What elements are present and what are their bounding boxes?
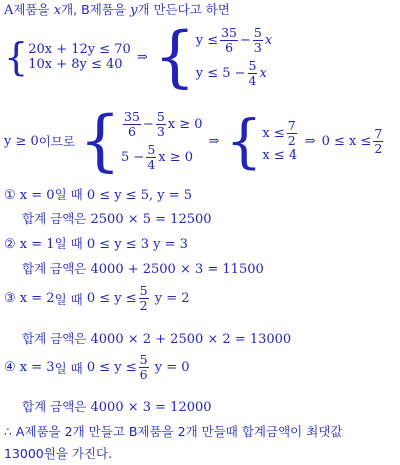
case-3-total (22, 330, 291, 349)
conclusion-line-1: ∴ A제품을 2개 만들고 B제품을 2개 만들때 합계금액이 최댓값 (4, 424, 343, 439)
system-1 (4, 18, 273, 95)
intro-var-y: y (130, 3, 138, 18)
c2-tail: x ≥ 0 (158, 150, 194, 165)
fraction-5-6: $\frac{5}{6}$ (139, 352, 148, 382)
case-3-cond-left: 0 ≤ y ≤ (86, 291, 137, 306)
inequality-1: 20x + 12y ≤ 70 (28, 42, 131, 57)
case-3-total-label: 합계 금액은 (22, 331, 87, 346)
result-left: 0 ≤ x ≤ (321, 133, 372, 149)
case-1-when: 일 때 (54, 187, 83, 202)
system-1-inequalities (28, 42, 131, 72)
c1-tail: x ≥ 0 (167, 117, 203, 132)
case-3-when: 일 때 (54, 291, 83, 307)
lead-text: 이므로 (38, 134, 76, 149)
case-4-total (22, 398, 212, 417)
d1-left: x ≤ (262, 126, 285, 141)
c2-left: 5 − (121, 150, 145, 165)
system-1-results (196, 26, 272, 88)
case-4-cond-left: 0 ≤ y ≤ (86, 360, 137, 375)
case-1-total-expr: 2500 × 5 = 12500 (90, 212, 212, 227)
intro-var-x: x (53, 3, 62, 18)
case-1-cond: 0 ≤ y ≤ 5, y = 5 (86, 188, 193, 203)
system-2-conditions (121, 110, 203, 172)
implies-arrow-3: ⇒ (304, 133, 316, 149)
case-1-x: x = 0 (19, 188, 55, 203)
lead-condition: y ≥ 0 (4, 133, 39, 149)
case-4-when: 일 때 (54, 360, 83, 376)
intro-text-end: 개 만든다고 하면 (137, 2, 230, 17)
case-4-x: x = 3 (19, 360, 55, 375)
intro-text-a: 제품을 (13, 2, 50, 17)
fraction-5-2: $\frac{5}{2}$ (139, 283, 148, 313)
case-1-total-label: 합계 금액은 (22, 211, 87, 226)
case-2-x: x = 1 (19, 237, 55, 252)
brace-left-3: { (79, 102, 122, 179)
fraction-35-6-b: $\frac{35}{6}$ (124, 109, 140, 139)
d2-bound: x ≤ 4 (262, 148, 298, 163)
system-2 (4, 102, 385, 179)
case-4-total-expr: 4000 × 3 = 12000 (90, 400, 212, 415)
case-3-line (4, 284, 190, 313)
c1-minus: − (142, 117, 154, 132)
r1-left: y ≤ (195, 33, 219, 48)
case-4-cond-right: y = 0 (154, 360, 190, 375)
case-1-line (4, 186, 192, 205)
r2-var: x (259, 66, 267, 81)
system-2-bounds (262, 119, 298, 163)
brace-left-1: { (4, 35, 29, 79)
case-2-cond: 0 ≤ y ≤ 3 y = 3 (86, 237, 188, 252)
inequality-2: 10x + 8y ≤ 40 (28, 57, 123, 72)
case-2-total-label: 합계 금액은 (22, 261, 87, 276)
r1-var: x (264, 33, 273, 48)
case-3-cond-right: y = 2 (154, 291, 190, 306)
case-4-total-label: 합계 금액은 (22, 399, 87, 414)
conclusion-line-2: 13000원을 가진다. (4, 446, 113, 461)
case-2-line (4, 235, 188, 254)
fraction-35-6: $\frac{35}{6}$ (221, 25, 237, 55)
case-1-mark: ① (4, 188, 16, 203)
fraction-7-2-result: $\frac{7}{2}$ (374, 125, 383, 156)
case-2-mark: ② (4, 237, 16, 252)
case-2-total (22, 260, 264, 279)
intro-line (4, 1, 230, 20)
case-4-line (4, 353, 190, 382)
case-2-when: 일 때 (54, 236, 83, 251)
implies-arrow-1: ⇒ (136, 49, 148, 65)
fraction-5-3-b: $\frac{5}{3}$ (156, 109, 165, 139)
fraction-5-3: $\frac{5}{3}$ (253, 25, 262, 55)
brace-left-4: { (225, 107, 263, 175)
case-2-total-expr: 4000 + 2500 × 3 = 11500 (90, 262, 264, 277)
fraction-5-4: $\frac{5}{4}$ (248, 58, 257, 88)
intro-product-a: A (4, 3, 14, 18)
fraction-7-2: $\frac{7}{2}$ (287, 118, 296, 148)
case-3-mark: ③ (4, 291, 16, 306)
case-4-mark: ④ (4, 360, 16, 375)
r1-minus: − (240, 33, 251, 48)
case-3-x: x = 2 (19, 291, 55, 306)
fraction-5-4-b: $\frac{5}{4}$ (147, 142, 156, 172)
implies-arrow-2: ⇒ (208, 133, 220, 149)
intro-text-mid: 개, B제품을 (61, 2, 126, 17)
r2-left: y ≤ 5 − (195, 66, 246, 81)
case-3-total-expr: 4000 × 2 + 2500 × 2 = 13000 (90, 332, 292, 347)
brace-left-2: { (153, 18, 196, 95)
case-1-total (22, 210, 212, 229)
